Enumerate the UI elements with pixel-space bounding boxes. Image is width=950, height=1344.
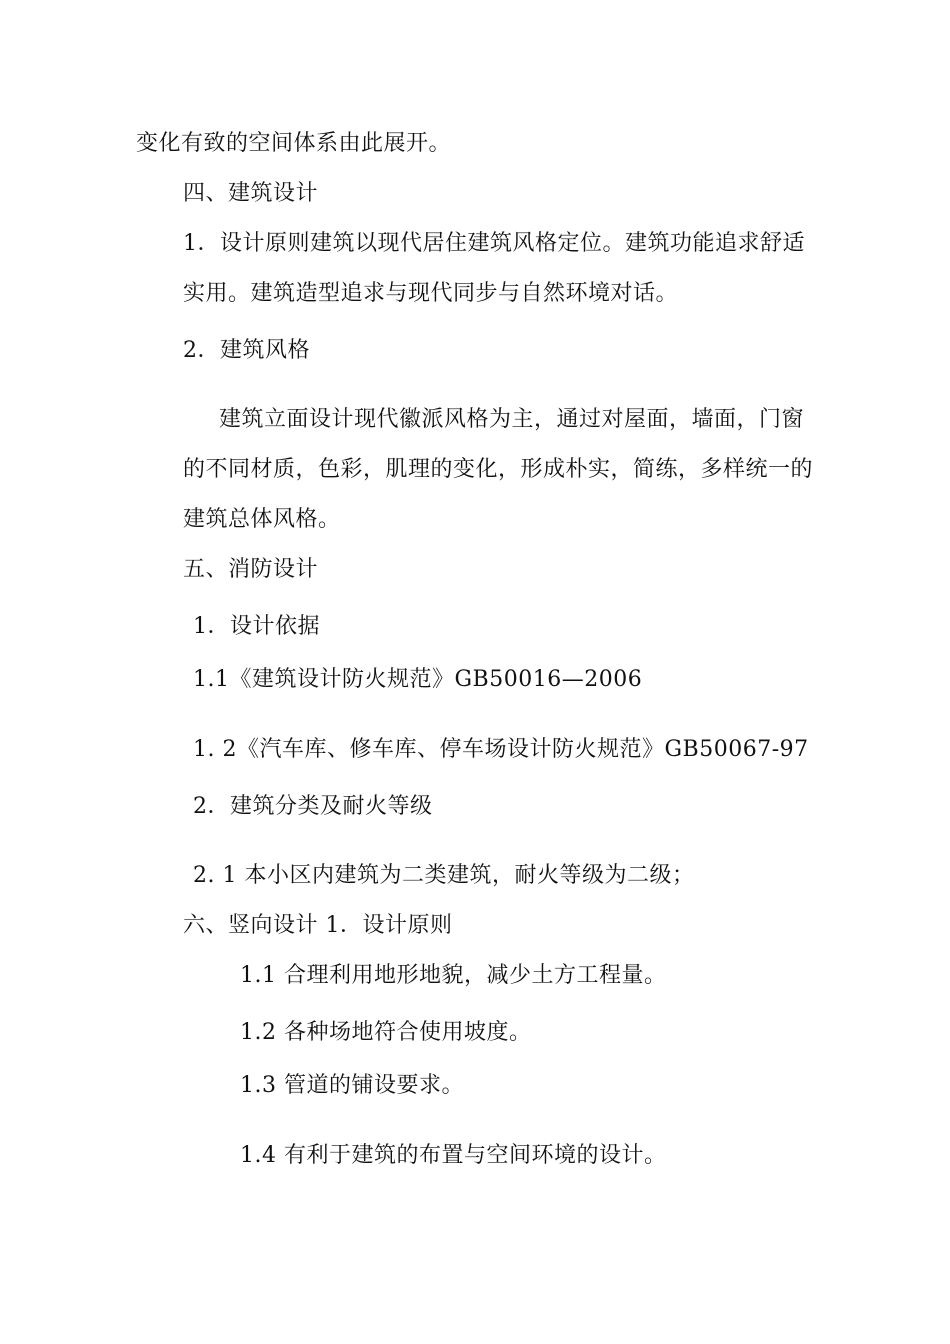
subsection-heading: 2．建筑风格 — [183, 338, 310, 363]
list-item: 1.2 各种场地符合使用坡度。 — [240, 1020, 532, 1045]
list-item: 2. 1 本小区内建筑为二类建筑，耐火等级为二级； — [193, 863, 695, 888]
list-item: 1.4 有利于建筑的布置与空间环境的设计。 — [240, 1143, 667, 1168]
paragraph-line: 1．设计原则建筑以现代居住建筑风格定位。建筑功能追求舒适 — [183, 231, 805, 256]
paragraph-line: 的不同材质，色彩，肌理的变化，形成朴实，简练，多样统一的 — [183, 457, 814, 482]
list-item: 1.3 管道的铺设要求。 — [240, 1073, 464, 1098]
subsection-heading: 1．设计依据 — [193, 614, 320, 639]
list-item: 1.1《建筑设计防火规范》GB50016—2006 — [193, 667, 643, 692]
subsection-heading: 2．建筑分类及耐火等级 — [193, 794, 433, 819]
list-item: 1. 2《汽车库、修车库、停车场设计防火规范》GB50067-97 — [193, 737, 809, 762]
paragraph-line: 建筑总体风格。 — [183, 507, 341, 532]
paragraph-line: 建筑立面设计现代徽派风格为主，通过对屋面，墙面，门窗 — [219, 407, 805, 432]
section-heading: 四、建筑设计 — [183, 181, 319, 206]
section-heading: 六、竖向设计 1．设计原则 — [183, 913, 453, 938]
section-heading: 五、消防设计 — [183, 557, 319, 582]
paragraph-line: 实用。建筑造型追求与现代同步与自然环境对话。 — [183, 281, 679, 306]
paragraph-line: 变化有致的空间体系由此展开。 — [136, 131, 452, 156]
list-item: 1.1 合理利用地形地貌，减少土方工程量。 — [240, 963, 667, 988]
